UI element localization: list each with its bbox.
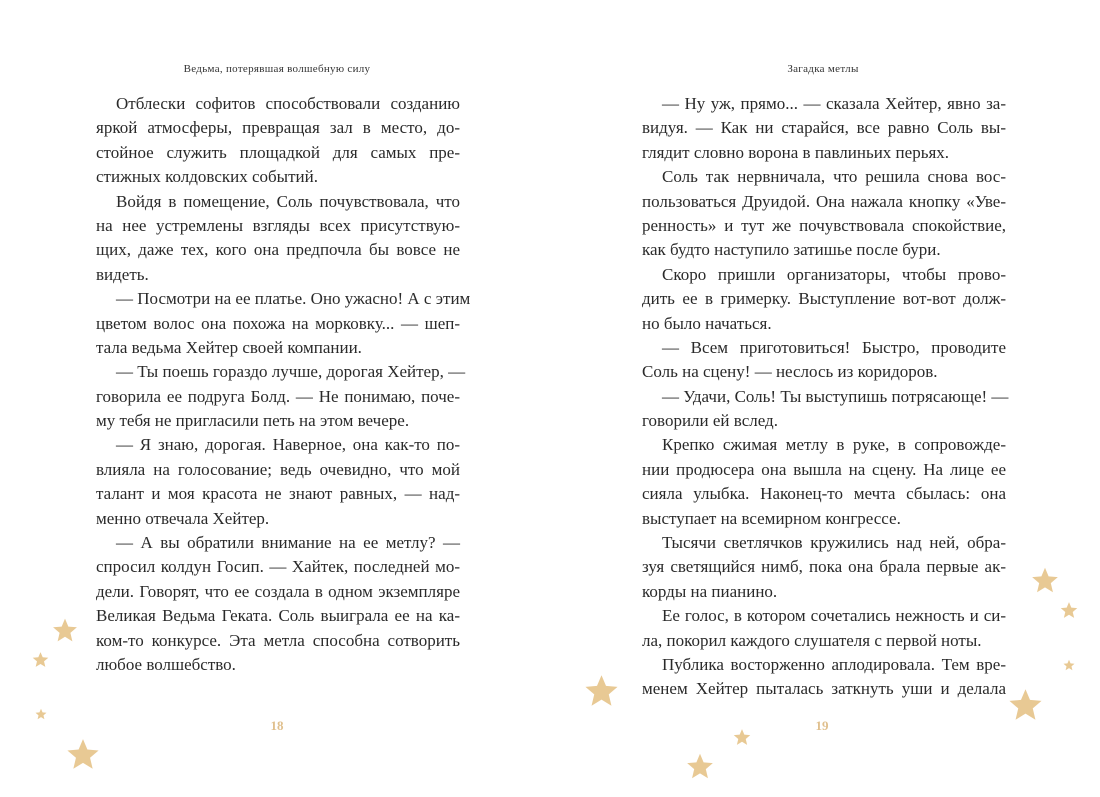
text-line: глядит словно ворона в павлиньих перьях. xyxy=(642,142,950,162)
text-line: — Я знаю, дорогая. Наверное, она как-то по- xyxy=(116,435,460,455)
text-line: на нее устремлены взгляды всех присутствую- xyxy=(96,215,460,235)
star-icon xyxy=(686,752,714,780)
text-line: щих, даже тех, кого она предпочла бы вовсе не xyxy=(96,240,460,260)
right-page xyxy=(550,0,1100,797)
star-icon xyxy=(66,737,100,771)
text-line: — Ну уж, прямо... — сказала Хейтер, явно за- xyxy=(662,94,1006,113)
running-head: Ведьма, потерявшая волшебную силу xyxy=(183,63,371,75)
text-line: — Посмотри на ее платье. Оно ужасно! А с этим xyxy=(116,289,471,309)
text-line: нии продюсера она вышла на сцену. На лице ее xyxy=(642,459,1006,479)
text-line: Ее голос, в котором сочетались нежность и си- xyxy=(662,606,1006,626)
text-line: ренность» и тут же почувствовала спокойствие, xyxy=(642,215,1006,235)
text-line: пользоваться Друидой. Она нажала кнопку «Уве- xyxy=(642,191,1006,211)
text-line: — Удачи, Соль! Ты выступишь потрясающе! — xyxy=(662,386,1009,406)
star-icon xyxy=(584,673,619,708)
text-line: любое волшебство. xyxy=(96,654,236,674)
text-line: спросил колдун Госип. — Хайтек, последней мо- xyxy=(96,557,460,577)
text-line: видеть. xyxy=(96,264,149,284)
page-number: 18 xyxy=(270,718,284,733)
text-line: говорила ее подруга Болд. — Не понимаю, поче- xyxy=(96,386,460,406)
text-line: зуя светящийся нимб, пока она брала первые ак- xyxy=(642,557,1006,577)
star-icon xyxy=(1008,687,1043,722)
text-line: дить ее в гримерку. Выступление вот-вот долж- xyxy=(642,289,1006,309)
text-line: говорили ей вслед. xyxy=(642,411,778,431)
text-line: стойное служить площадкой для самых пре- xyxy=(96,142,460,162)
text-line: дели. Говорят, что ее создала в одном экземпляре xyxy=(96,581,460,601)
text-line: яркой атмосферы, превращая зал в место, до- xyxy=(96,118,460,138)
star-icon xyxy=(1031,566,1059,594)
text-line: — Всем приготовиться! Быстро, проводите xyxy=(662,337,1006,357)
text-line: тала ведьма Хейтер своей компании. xyxy=(96,337,362,357)
text-line: Крепко сжимая метлу в руке, в сопровожде- xyxy=(662,435,1006,455)
text-line: влияла на голосование; ведь очевидно, что мой xyxy=(96,459,460,479)
star-icon xyxy=(1060,601,1078,619)
text-line: цветом волос она похожа на морковку... — шеп- xyxy=(96,313,460,333)
running-head: Загадка метлы xyxy=(787,63,859,75)
text-line: сияла улыбка. Наконец-то мечта сбылась: она xyxy=(642,484,1006,504)
text-line: Скоро пришли организаторы, чтобы прово- xyxy=(662,264,1006,284)
text-line: — А вы обратили внимание на ее метлу? — xyxy=(116,533,460,553)
text-line: — Ты поешь гораздо лучше, дорогая Хейтер, — xyxy=(116,362,466,382)
text-line: корды на пианино. xyxy=(642,581,778,601)
text-line: видуя. — Как ни старайся, все равно Соль вы- xyxy=(642,118,1006,138)
text-line: менем Хейтер пыталась заткнуть уши и делала xyxy=(642,679,1006,699)
text-line: Отблески софитов способствовали созданию xyxy=(116,94,460,113)
body-text xyxy=(642,92,1009,702)
text-line: Публика восторженно аплодировала. Тем вре- xyxy=(662,654,1006,674)
star-icon xyxy=(52,617,78,643)
page-number: 19 xyxy=(815,718,829,733)
text-line: ла, покорил каждого слушателя с первой ноты. xyxy=(642,630,982,650)
star-icon xyxy=(35,708,47,720)
text-line: менно отвечала Хейтер. xyxy=(96,508,270,528)
text-line: Тысячи светлячков кружились над ней, обра- xyxy=(662,533,1006,553)
text-line: Соль так нервничала, что решила снова вос- xyxy=(662,167,1006,187)
star-icon xyxy=(1063,659,1075,671)
text-line: талант и моя красота не знают равных, — над- xyxy=(96,484,460,504)
text-line: Великая Ведьма Геката. Соль выиграла ее на ка- xyxy=(96,606,460,626)
text-line: но было начаться. xyxy=(642,313,772,333)
text-line: выступает на всемирном конгрессе. xyxy=(642,508,901,528)
star-icon xyxy=(32,651,49,668)
text-line: Войдя в помещение, Соль почувствовала, что xyxy=(116,191,460,211)
text-line: Соль на сцену! — неслось из коридоров. xyxy=(642,362,938,382)
text-line: стижных колдовских событий. xyxy=(96,167,318,187)
star-icon xyxy=(733,728,751,746)
text-line: ком-то конкурсе. Эта метла способна сотворить xyxy=(96,630,460,650)
body-text xyxy=(96,92,471,677)
text-line: как будто наступило затишье после бури. xyxy=(642,240,941,260)
text-line: му тебя не пригласили петь на этом вечере. xyxy=(96,411,410,431)
